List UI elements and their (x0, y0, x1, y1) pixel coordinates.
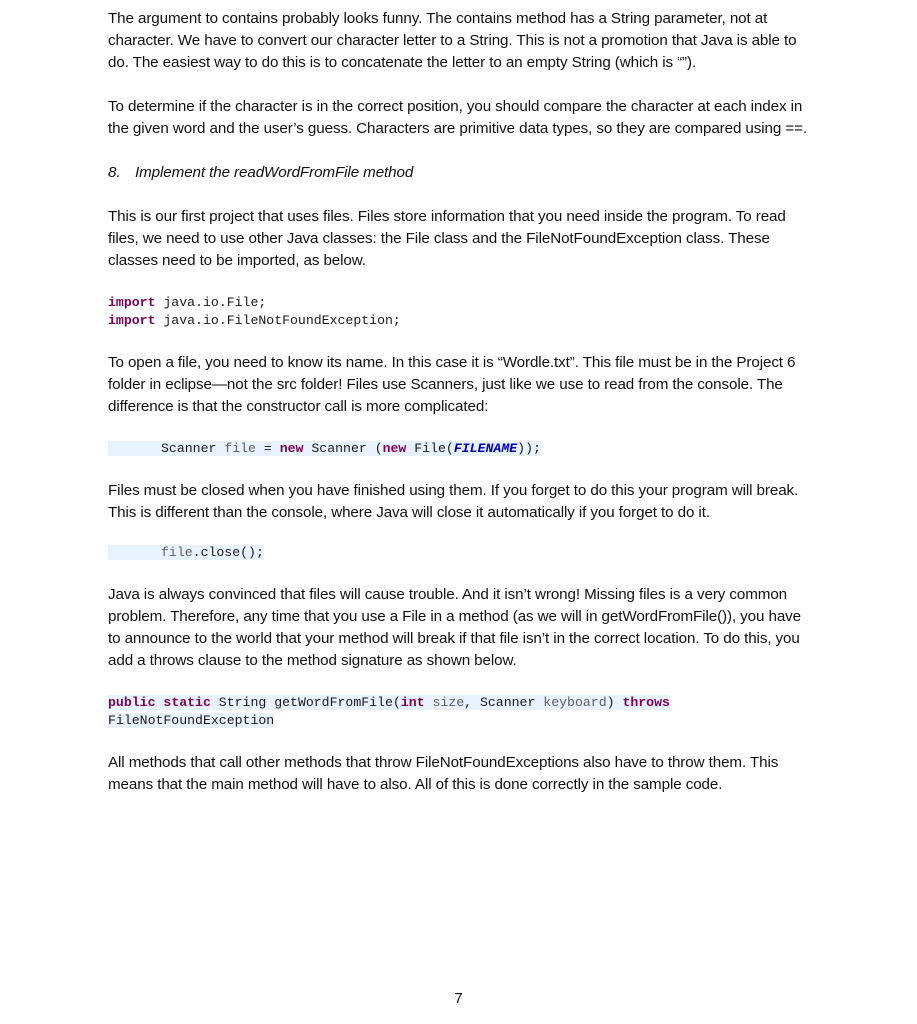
import-keyword: import (108, 295, 156, 310)
paragraph-close-files: Files must be closed when you have finished using them. If you forget to do this your program will break. This is different than the console, where Java will close it automatically if you forget to do it. (108, 482, 799, 521)
public-keyword: public (108, 695, 156, 710)
code-token: Scanner (161, 441, 225, 456)
code-constant: FILENAME (453, 441, 518, 456)
import-keyword: import (108, 313, 156, 328)
page-content (108, 8, 813, 796)
code-imports (108, 294, 813, 330)
throws-keyword: throws (622, 695, 670, 710)
paragraph-open-file: To open a file, you need to know its name. In this case it is “Wordle.txt”. This file must be in the Project 6 folder in eclipse—not the src folder! Files use Scanners, just like we use to read from the console. The difference is that the constructor call is more complicated: (108, 354, 796, 415)
paragraph-character-position: To determine if the character is in the correct position, you should compare the character at each index in the given word and the user’s guess. Characters are primitive data types, so they are compared using ==. (108, 98, 808, 137)
new-keyword: new (279, 441, 304, 456)
code-variable: file (161, 545, 193, 560)
import-exception: java.io.FileNotFoundException; (155, 313, 401, 328)
code-token: ) (606, 695, 623, 710)
code-variable: size (432, 695, 465, 710)
import-file: java.io.File; (155, 295, 267, 310)
code-token: FileNotFoundException (108, 713, 275, 728)
new-keyword: new (382, 441, 407, 456)
code-scanner-construct (108, 440, 813, 458)
page-number: 7 (454, 990, 463, 1007)
code-variable: keyboard (543, 695, 607, 710)
section-heading (108, 162, 813, 184)
int-keyword: int (400, 695, 425, 710)
code-token: String getWordFromFile( (210, 695, 401, 710)
paragraph-throws-clause: Java is always convinced that files will cause trouble. And it isn’t wrong! Missing files is a very common problem. Therefore, any time that you use a File in a method (as we will in getWordFromFile()), you have to announce to the world that your method will break if that file isn’t in the correct location. To do this, you add a throws clause to the method signature as shown below. (108, 586, 802, 669)
paragraph-main-throws: All methods that call other methods that throw FileNotFoundExceptions also have to throw them. This means that the main method will have to also. All of this is done correctly in the sample code. (108, 754, 779, 793)
code-token: File( (406, 441, 454, 456)
code-token: , Scanner (464, 695, 544, 710)
code-method-signature (108, 694, 813, 730)
section-number: 8. (108, 164, 121, 181)
paragraph-contains-argument: The argument to contains probably looks funny. The contains method has a String parameter, not at character. We have to convert our character letter to a String. This is not a promotion that Java is able to do. The easiest way to do this is to concatenate the letter to an empty String (which is “”). (108, 10, 797, 71)
section-title: Implement the readWordFromFile method (135, 164, 414, 181)
code-variable: file (224, 441, 256, 456)
code-token: )); (517, 441, 541, 456)
static-keyword: static (163, 695, 211, 710)
code-token: .close(); (192, 545, 264, 560)
paragraph-files-intro: This is our first project that uses files. Files store information that you need inside the program. To read files, we need to use other Java classes: the File class and the FileNotFoundException class. These classes need to be imported, as below. (108, 208, 786, 269)
code-file-close (108, 544, 813, 562)
code-token: = (255, 441, 280, 456)
code-token: Scanner ( (303, 441, 383, 456)
